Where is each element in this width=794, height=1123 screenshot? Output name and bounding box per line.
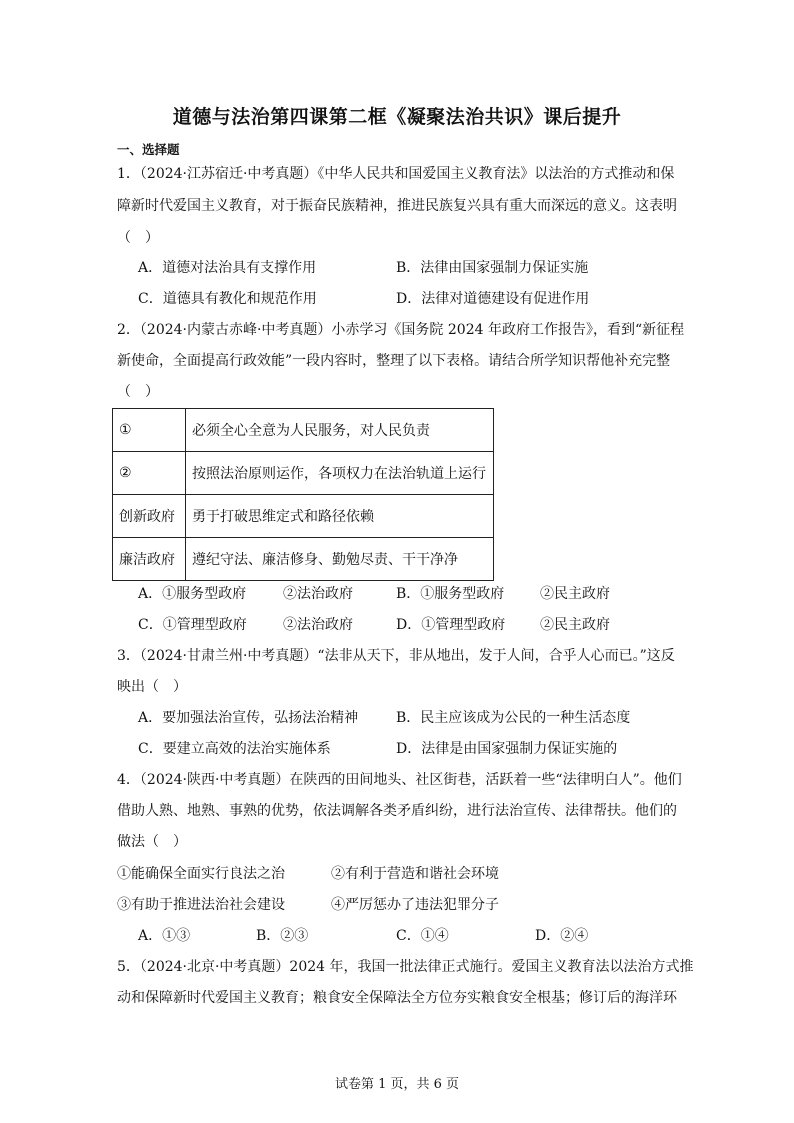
q2-option-b-part1: B．①服务型政府 — [396, 586, 505, 602]
q1-option-b: B．法律由国家强制力保证实施 — [396, 260, 589, 276]
q4-line-1: 4．（2024·陕西·中考真题）在陕西的田间地头、社区街巷，活跃着一些“法律明白人”。他们 — [117, 772, 682, 788]
q4-statement-2: ②有利于营造和谐社会环境 — [331, 866, 499, 882]
q4-option-d: D．②④ — [535, 928, 589, 944]
q1-option-a: A．道德对法治具有支撑作用 — [138, 260, 317, 276]
q1-option-c: C．道德具有教化和规范作用 — [138, 291, 317, 307]
q1-line-3: （ ） — [117, 230, 159, 246]
table-row — [113, 452, 494, 495]
q5-line-2: 动和保障新时代爱国主义教育；粮食安全保障法全方位夯实粮食安全根基；修订后的海洋环 — [117, 990, 677, 1006]
table-row — [113, 409, 494, 452]
q1-option-d: D．法律对道德建设有促进作用 — [396, 291, 590, 307]
q3-option-b: B．民主应该成为公民的一种生活态度 — [396, 710, 631, 726]
q2-option-c-part2: ②法治政府 — [283, 617, 353, 633]
q3-line-1: 3．（2024·甘肃兰州·中考真题）“法非从天下，非从地出，发于人间，合乎人心而已。”这反 — [117, 648, 675, 664]
q3-option-c: C．要建立高效的法治实施体系 — [138, 741, 331, 757]
q4-statement-4: ④严厉惩办了违法犯罪分子 — [331, 897, 499, 913]
document-title: 道德与法治第四课第二框《凝聚法治共识》课后提升 — [172, 106, 622, 128]
table-cell-key: ① — [113, 409, 186, 452]
q3-line-2: 映出（ ） — [117, 679, 187, 695]
table-cell-key: 创新政府 — [113, 495, 186, 538]
table-row — [113, 495, 494, 538]
q4-option-c: C．①④ — [396, 928, 449, 944]
q4-statement-3: ③有助于推进法治社会建设 — [117, 897, 285, 913]
table-row — [113, 538, 494, 581]
table-cell-key: 廉洁政府 — [113, 538, 186, 581]
page-footer: 试卷第 1 页，共 6 页 — [334, 1077, 460, 1092]
q2-line-2: 新使命，全面提高行政效能”一段内容时，整理了以下表格。请结合所学知识帮他补充完整 — [117, 353, 671, 369]
q2-option-a-part1: A．①服务型政府 — [138, 586, 247, 602]
q1-line-1: 1．（2024·江苏宿迁·中考真题）《中华人民共和国爱国主义教育法》以法治的方式推动和保 — [117, 166, 675, 182]
q4-option-a: A．①③ — [138, 928, 191, 944]
q2-line-1: 2．（2024·内蒙古赤峰·中考真题）小赤学习《国务院 2024 年政府工作报告》，看到“新征程 — [117, 322, 685, 338]
table-cell-value: 遵纪守法、廉洁修身、勤勉尽责、干干净净 — [186, 538, 494, 581]
q2-line-3: （ ） — [117, 384, 159, 400]
table-cell-value: 必须全心全意为人民服务，对人民负责 — [186, 409, 494, 452]
q1-line-2: 障新时代爱国主义教育，对于振奋民族精神，推进民族复兴具有重大而深远的意义。这表明 — [117, 198, 677, 214]
q4-option-b: B．②③ — [256, 928, 309, 944]
section-heading: 一、选择题 — [117, 142, 180, 157]
q2-option-c-part1: C．①管理型政府 — [138, 617, 247, 633]
table-cell-value: 按照法治原则运作，各项权力在法治轨道上运行 — [186, 452, 494, 495]
q3-option-a: A．要加强法治宣传，弘扬法治精神 — [138, 710, 359, 726]
table-cell-key: ② — [113, 452, 186, 495]
q2-option-a-part2: ②法治政府 — [283, 586, 353, 602]
q2-option-b-part2: ②民主政府 — [540, 586, 610, 602]
q2-option-d-part1: D．①管理型政府 — [396, 617, 506, 633]
q2-table — [112, 408, 494, 581]
q4-statement-1: ①能确保全面实行良法之治 — [117, 866, 285, 882]
q3-option-d: D．法律是由国家强制力保证实施的 — [396, 741, 618, 757]
q4-line-2: 借助人熟、地熟、事熟的优势，依法调解各类矛盾纠纷，进行法治宣传、法律帮扶。他们的 — [117, 803, 677, 819]
q4-line-3: 做法（ ） — [117, 834, 187, 850]
table-cell-value: 勇于打破思维定式和路径依赖 — [186, 495, 494, 538]
q2-option-d-part2: ②民主政府 — [540, 617, 610, 633]
q5-line-1: 5．（2024·北京·中考真题）2024 年，我国一批法律正式施行。爱国主义教育法以法治方式推 — [117, 959, 694, 975]
